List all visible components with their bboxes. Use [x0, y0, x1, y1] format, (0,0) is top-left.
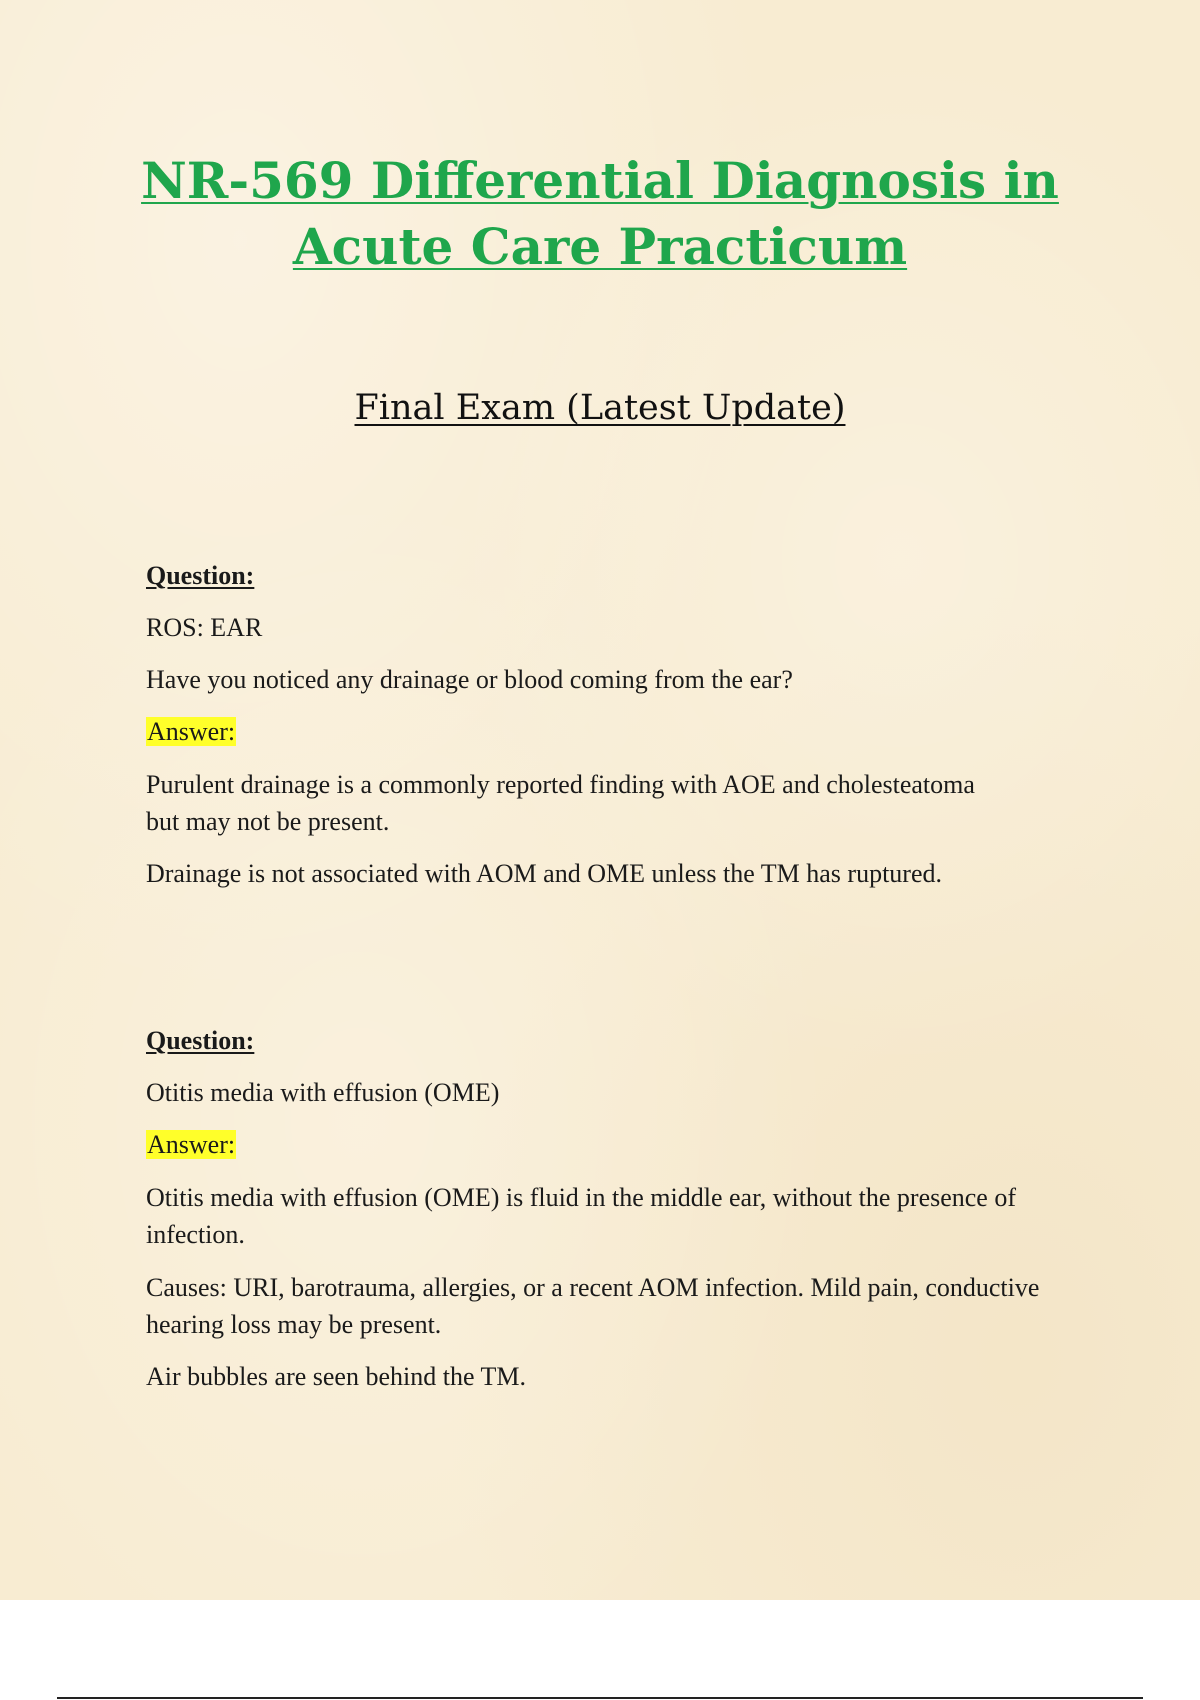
- document-title: [100, 148, 1100, 280]
- answer-text: Purulent drainage is a commonly reported finding with AOE and cholesteatoma but may not be present.: [146, 770, 975, 836]
- question-text: ROS: EAR: [146, 613, 263, 642]
- question-label: Question:: [146, 561, 255, 590]
- question-text: Otitis media with effusion (OME): [146, 1078, 500, 1107]
- document-subtitle: Final Exam (Latest Update): [354, 388, 846, 428]
- answer-label: Answer:: [147, 1130, 236, 1159]
- title-line-1: NR-569 Differential Diagnosis in: [141, 151, 1059, 210]
- answer-text: Air bubbles are seen behind the TM.: [146, 1362, 527, 1391]
- answer-text: Causes: URI, barotrauma, allergies, or a recent AOM infection. Mild pain, conductive hearing loss may be present.: [146, 1273, 1040, 1339]
- question-text: Have you noticed any drainage or blood coming from the ear?: [146, 665, 793, 694]
- footer-divider: [57, 1697, 1143, 1699]
- title-line-2: Acute Care Practicum: [292, 217, 908, 276]
- answer-text: Otitis media with effusion (OME) is fluid in the middle ear, without the presence of infection.: [146, 1183, 1017, 1249]
- question-label: Question:: [146, 1026, 255, 1055]
- qa-block-1: [146, 558, 1096, 908]
- qa-block-2: [146, 1023, 1096, 1411]
- answer-text: Drainage is not associated with AOM and OME unless the TM has ruptured.: [146, 859, 942, 888]
- answer-label: Answer:: [147, 717, 236, 746]
